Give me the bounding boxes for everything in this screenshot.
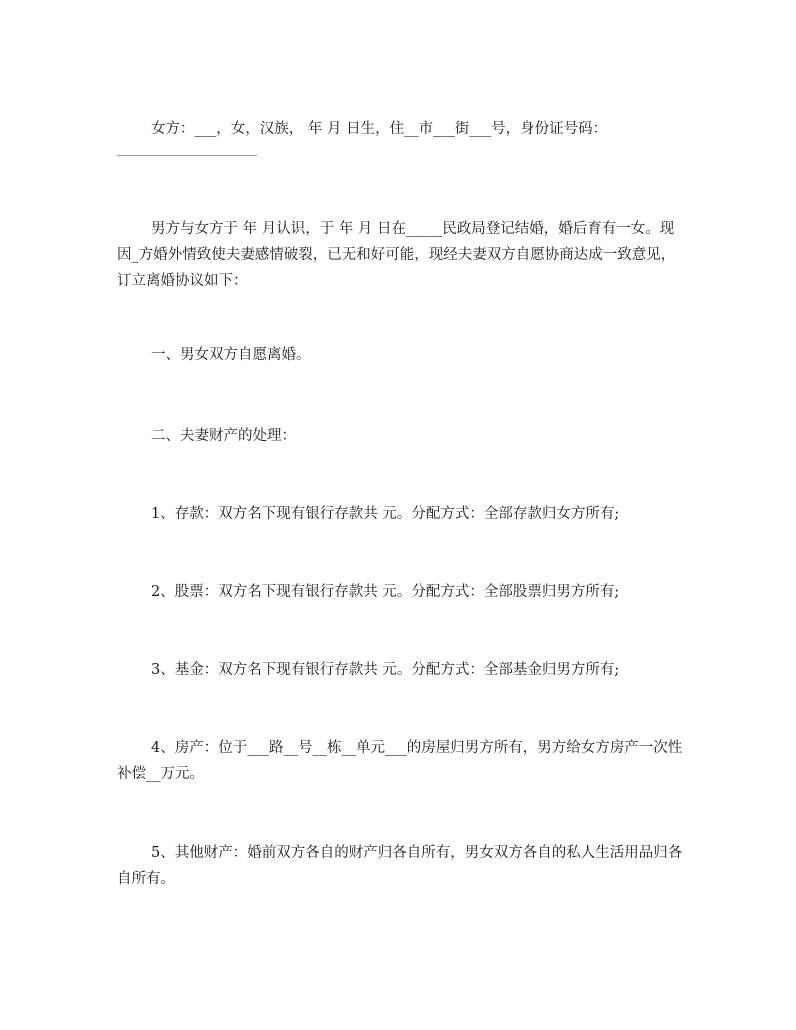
- item-deposits: 1、存款：双方名下现有银行存款共 元。分配方式：全部存款归女方所有;: [151, 506, 620, 522]
- item-funds: 3、基金：双方名下现有银行存款共 元。分配方式：全部基金归男方所有;: [151, 662, 620, 678]
- item-stocks: 2、股票：双方名下现有银行存款共 元。分配方式：全部股票归男方所有;: [151, 584, 620, 600]
- clause-1-heading: 一、男女双方自愿离婚。: [151, 347, 311, 363]
- wife-info-paragraph: 女方：___，女，汉族， 年 月 日生，住__市___街___号，身份证号码：: [151, 121, 608, 137]
- item-other-property: 5、其他财产：婚前双方各自的财产归各自所有，男女双方各自的私人生活用品归各自所有。: [117, 845, 683, 887]
- clause-2-heading: 二、夫妻财产的处理：: [151, 428, 296, 444]
- marriage-background-paragraph: 男方与女方于 年 月认识，于 年 月 日在_____民政局登记结婚，婚后育有一女。现因_方婚外情致使夫妻感情破裂，已无和好可能，现经夫妻双方自愿协商达成一致意见，订立离婚协议如下：: [117, 221, 676, 289]
- id-number-blank-line: [117, 155, 257, 156]
- item-real-estate: 4、房产：位于___路__号__栋__单元___的房屋归男方所有，男方给女方房产一次性补偿__万元。: [117, 740, 683, 782]
